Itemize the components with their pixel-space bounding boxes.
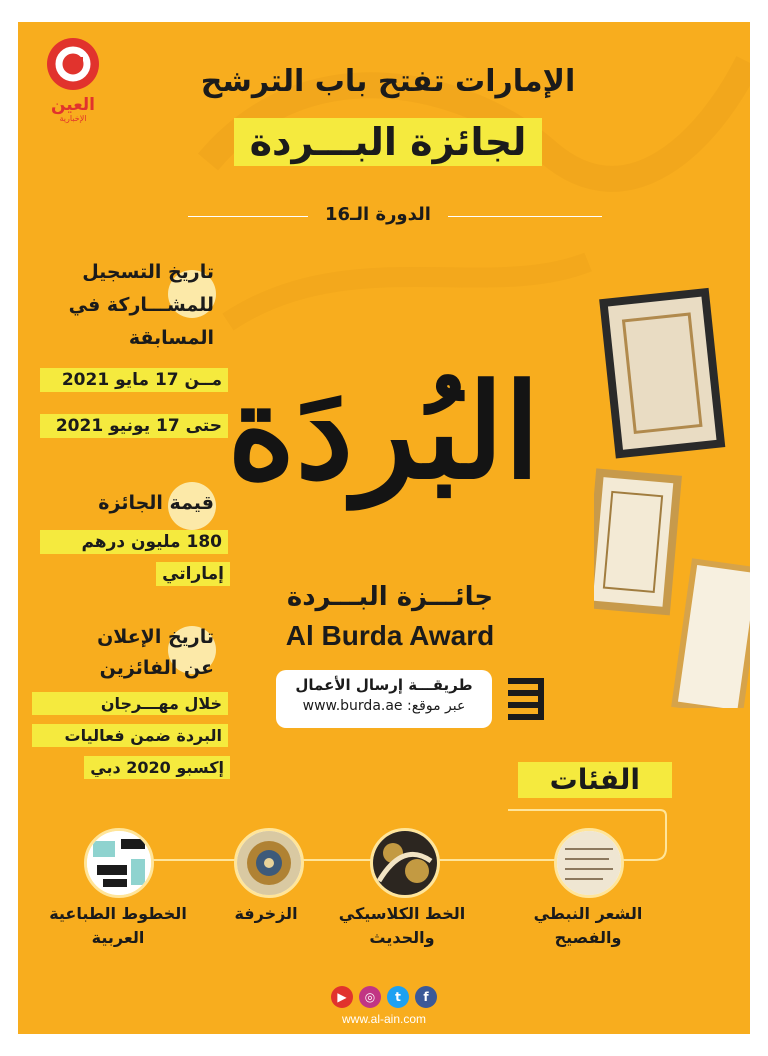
registration-title-line-1: تاريخ التسجيل: [82, 261, 214, 283]
facebook-icon[interactable]: f: [415, 986, 437, 1008]
submission-title: طريقـــة إرسال الأعمال: [295, 676, 473, 694]
registration-title: [38, 256, 214, 355]
logo-name: العين: [50, 95, 96, 115]
burda-calligraphy: البُردَة: [227, 355, 540, 508]
youtube-icon[interactable]: ▶: [331, 986, 353, 1008]
burda-mark-icon: [504, 672, 548, 728]
category-2-label: [332, 902, 472, 950]
prize-title: قيمة الجائزة: [98, 492, 214, 514]
footer-site[interactable]: www.al-ain.com: [341, 1012, 427, 1026]
prize-value-line-1: 180 مليون درهم: [40, 530, 228, 554]
announcement-title-line-1: تاريخ الإعلان: [97, 626, 214, 648]
submission-url-line: [276, 698, 492, 714]
announcement-line-3: إكسبو 2020 دبي: [84, 756, 230, 779]
category-3-line-1: الزخرفة: [234, 904, 298, 923]
headline-line-2: لجائزة البـــردة: [234, 118, 543, 166]
announcement-line-2: البردة ضمن فعاليات: [32, 724, 228, 747]
poster: [18, 22, 750, 1034]
category-4-image: [84, 828, 154, 898]
prize-value-line-2: إماراتي: [156, 562, 230, 586]
submission-url[interactable]: www.burda.ae: [302, 698, 403, 714]
social-links: [328, 986, 440, 1010]
instagram-icon[interactable]: ◎: [359, 986, 381, 1008]
al-ain-logo: [40, 36, 106, 126]
manuscript-icon: [557, 831, 621, 895]
category-1-line-1: الشعر النبطي: [533, 904, 643, 923]
submission-box: [276, 670, 492, 728]
categories-title: الفئات: [518, 762, 672, 798]
submission-via: عبر موقع:: [407, 698, 466, 714]
announcement-title: [38, 622, 214, 684]
category-2-line-2: والحديث: [369, 928, 435, 947]
announcement-line-3-wrap: [32, 756, 230, 779]
twitter-icon[interactable]: t: [387, 986, 409, 1008]
typography-icon: [87, 831, 151, 895]
headline-line-2-wrap: [168, 118, 608, 166]
category-4-label: [48, 902, 188, 950]
edition-label: الدورة الـ16: [308, 204, 448, 225]
registration-title-line-2: للمشـــاركة في: [68, 294, 214, 316]
category-3-image: [234, 828, 304, 898]
calligraphy-icon: [373, 831, 437, 895]
category-4-line-2: العربية: [91, 928, 145, 947]
category-4-line-1: الخطوط الطباعية: [49, 904, 187, 923]
announcement-title-line-2: عن الفائزين: [99, 657, 214, 679]
prize-value-line-2-wrap: [40, 562, 230, 586]
category-2-line-1: الخط الكلاسيكي: [338, 904, 466, 923]
category-1-image: [554, 828, 624, 898]
al-ain-logo-icon: [45, 36, 101, 92]
award-english-name: Al Burda Award: [285, 620, 495, 651]
registration-to: حتى 17 يونيو 2021: [40, 414, 228, 438]
category-1-line-2: والفصيح: [554, 928, 622, 947]
headline-line-1: الإمارات تفتح باب الترشح: [200, 64, 576, 99]
framed-artworks: [594, 272, 750, 708]
registration-title-line-3: المسابقة: [128, 327, 214, 349]
ornament-icon: [237, 831, 301, 895]
category-3-label: [208, 902, 324, 926]
logo-subtitle: الإخبارية: [59, 114, 87, 123]
announcement-line-1: خلال مهـــرجان: [32, 692, 228, 715]
registration-from: مــن 17 مايو 2021: [40, 368, 228, 392]
category-1-label: [518, 902, 658, 950]
award-arabic-name: جائـــزة البـــردة: [286, 582, 494, 612]
category-2-image: [370, 828, 440, 898]
